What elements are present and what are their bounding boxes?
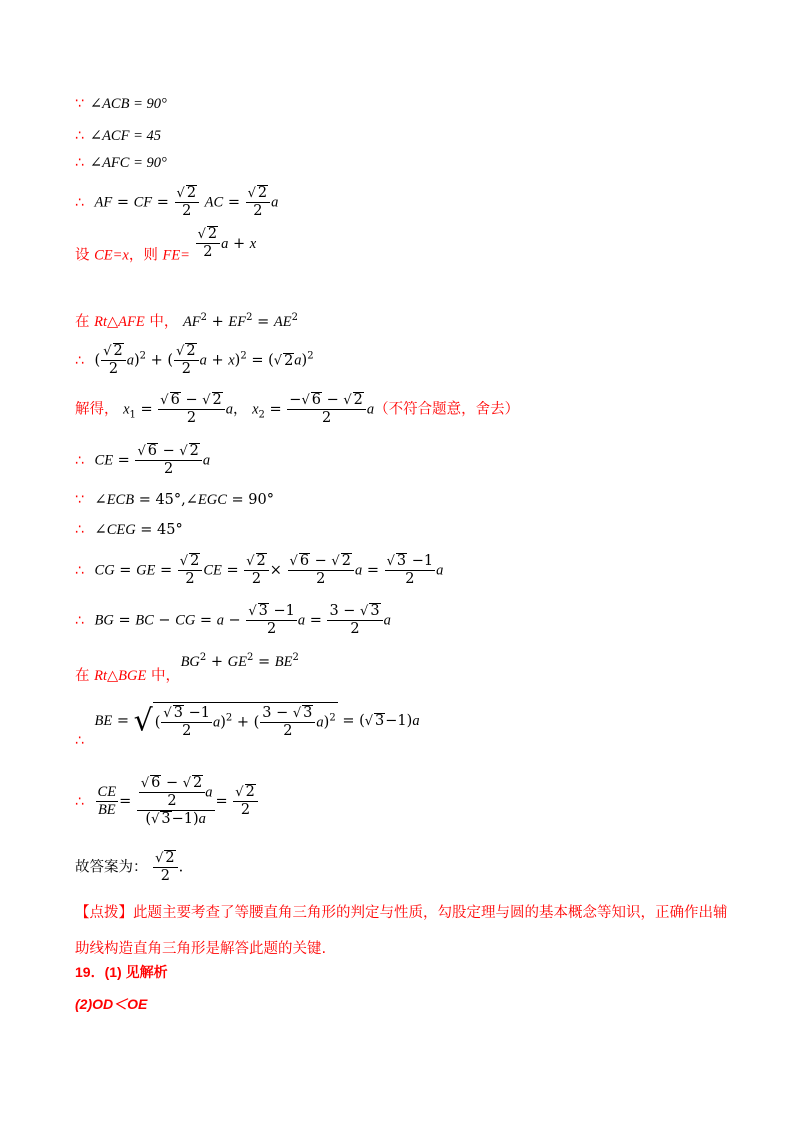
step-cg-ge: ∴ CG = GE = $\frac{√ 2}{2}$ CE = $\frac{√ 2}{2}$ × $\frac{√ 6 - √ 2}{2}$ a = $\frac{√ 3 -1}{2}$ a	[75, 553, 444, 587]
step-angle-afc	[75, 155, 167, 172]
step-be: ∴ BE = √ ( $\frac{√ 3 -1}{2}$ a)$^2$ + ( $\frac{3 - √ 3}{2}$ a)$^2$ = (√ 3−1)a	[75, 703, 420, 749]
question-19-part-2	[75, 994, 147, 1014]
therefore-symbol: ∴	[75, 793, 84, 810]
text: 中，	[144, 314, 179, 330]
step-rt-bge: 在 Rt△BGE 中， $BG^2 + GE^2 = BE^2$	[75, 652, 299, 684]
step-equation: ∴ ( $\frac{√ 2}{2}$ a)$^2$ + ( $\frac{√ 2}{2}$ a + x)$^2$ = (√ 2a)$^2$	[75, 343, 314, 377]
step-angles-ecb: ∵ ∠ECB = 45°,∠EGC = 90°	[75, 492, 274, 508]
step-bg: ∴ BG = BC − CG = a − $\frac{√ 3 -1}{2}$ a = $\frac{3 - √ 3}{2}$ a	[75, 603, 391, 637]
therefore-symbol: ∴	[75, 452, 84, 469]
tip-text: 此题主要考查了等腰直角三角形的判定与性质，勾股定理与圆的基本概念等知识，正确作出辅助线构造直角三角形是解答此题的关键.	[75, 905, 728, 957]
math-text: ∠ACB = 90°	[89, 96, 167, 112]
text: 中，	[146, 668, 180, 684]
therefore-symbol: ∴	[75, 352, 84, 369]
math-text: CE=x	[94, 247, 129, 264]
text: ，则	[128, 247, 163, 264]
question-19-part-1	[75, 962, 168, 982]
math-text: Rt△AFE	[94, 314, 145, 330]
step-angle-acf	[75, 128, 161, 145]
because-symbol: ∵	[75, 96, 84, 112]
text: 解得，	[75, 401, 119, 418]
answer-line: 故答案为： $\frac{√ 2}{2}$ .	[75, 850, 184, 884]
tip-label: 【点拨】	[75, 905, 133, 921]
step-angle-ceg: ∴ ∠CEG = 45°	[75, 522, 183, 538]
text: （不符合题意，舍去）	[374, 401, 520, 418]
step-af-cf: ∴ AF = CF = $\frac{√ 2}{2}$ AC = $\frac{√ 2}{2}$ a	[75, 185, 279, 219]
answer-label: 故答案为：	[75, 859, 148, 876]
math-text: ∠AFC = 90°	[89, 155, 167, 171]
step-solve: 解得， $x_1$ = $\frac{√ 6 - √ 2}{2}$ a， $x_2$ = $\frac{-√ 6 - √ 2}{2}$ a（不符合题意，舍去）	[75, 392, 520, 426]
step-ce-value: ∴ CE = $\frac{√ 6 - √ 2}{2}$ a	[75, 443, 211, 477]
step-ratio: ∴ $\frac{CE}{BE}$ = $\frac{√ 6 - √ 2}{2}$ a (√ 3−1)a = $\frac{√ 2}{2}$	[75, 775, 259, 828]
because-symbol: ∵	[75, 492, 84, 508]
text: (2)OD＜OE	[75, 996, 148, 1012]
therefore-symbol: ∴	[75, 522, 84, 538]
therefore-symbol: ∴	[75, 562, 84, 579]
therefore-symbol: ∴	[75, 155, 84, 171]
text: 设	[75, 247, 95, 264]
therefore-symbol: ∴	[75, 733, 84, 749]
math-text: Rt△BGE	[94, 668, 147, 684]
text: 在	[75, 314, 95, 330]
text: 19．(1) 见解析	[75, 964, 168, 980]
math-text: FE=	[162, 247, 190, 264]
therefore-symbol: ∴	[75, 612, 84, 629]
step-rt-afe: 在 Rt△AFE 中， $AF^2 + EF^2 = AE^2$	[75, 312, 298, 330]
step-angle-acb	[75, 96, 167, 113]
therefore-symbol: ∴	[75, 194, 84, 211]
text: 在	[75, 668, 95, 684]
math-text: ∠ACF = 45	[89, 128, 161, 144]
step-let-ce: 设 CE=x，则 FE= $\frac{√ 2}{2}$ a + x	[75, 226, 257, 264]
therefore-symbol: ∴	[75, 128, 84, 144]
tip-paragraph	[75, 895, 735, 967]
